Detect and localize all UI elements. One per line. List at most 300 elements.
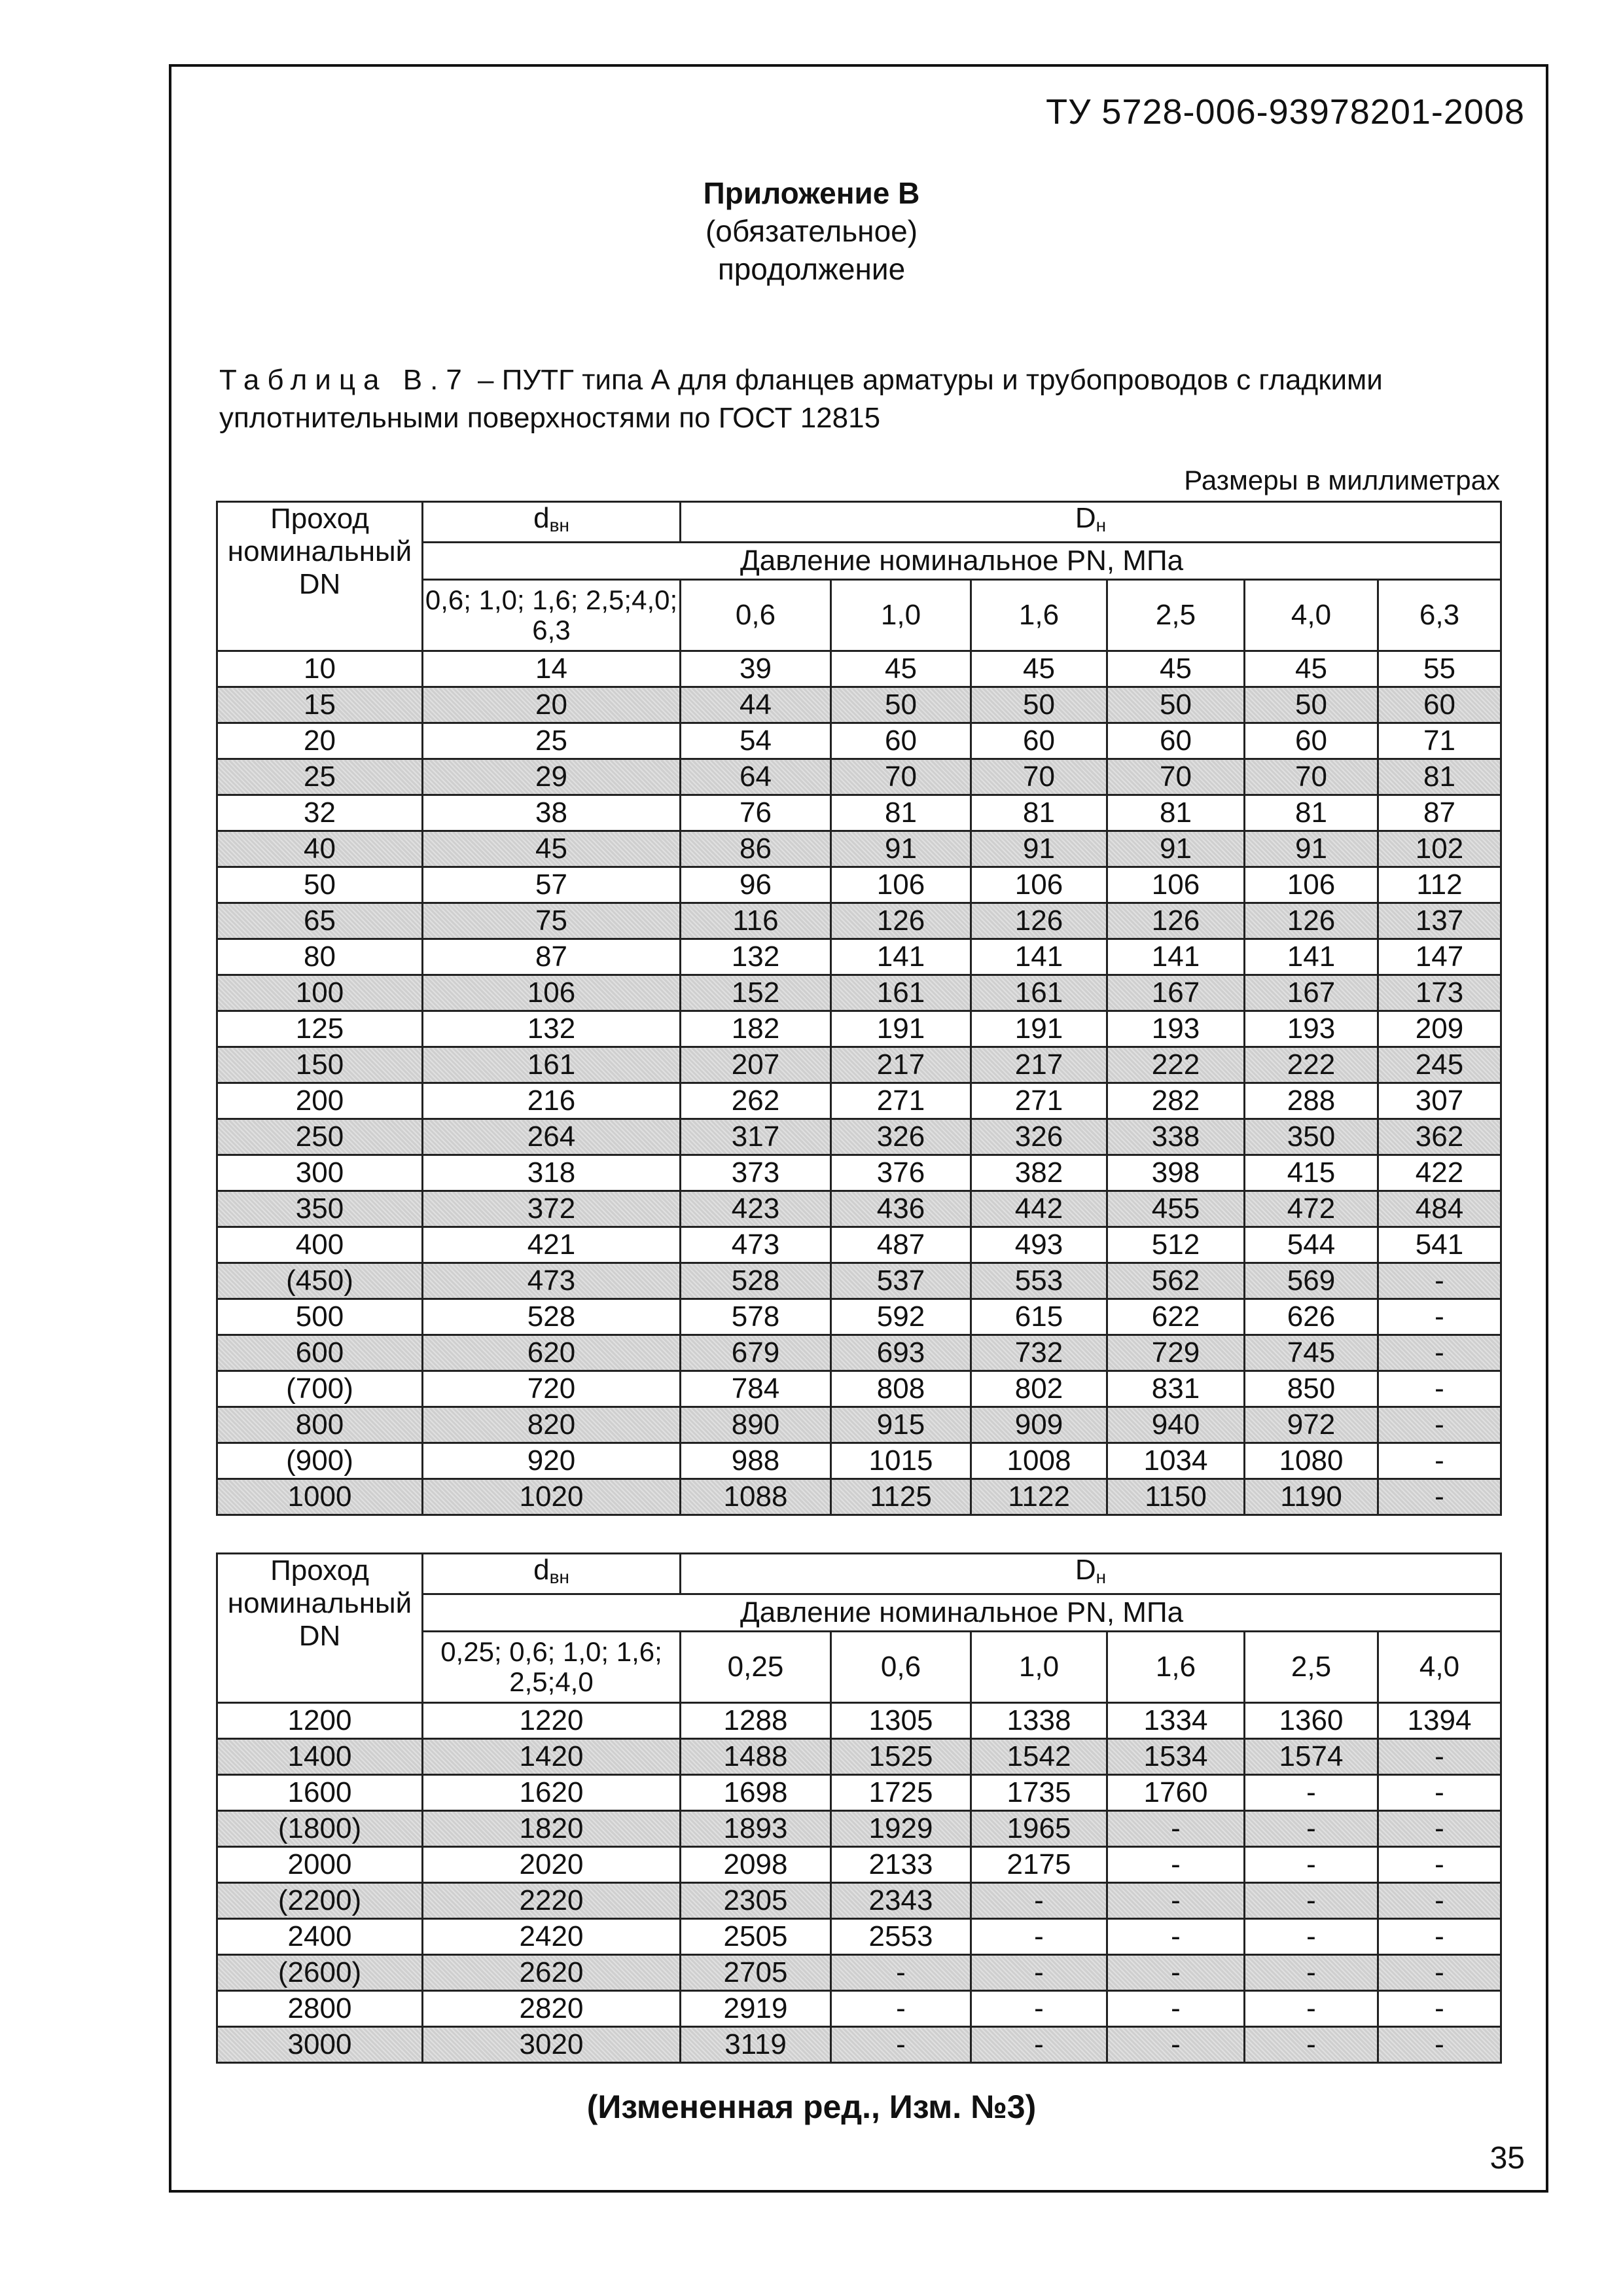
table-cell: 91 xyxy=(1107,831,1245,867)
table-cell: 60 xyxy=(1245,723,1378,759)
table-cell: 271 xyxy=(831,1083,971,1119)
header-inner-diameter-symbol: d xyxy=(533,502,550,534)
header-pressure: 1,0 xyxy=(971,1632,1107,1703)
table-cell: 141 xyxy=(1245,939,1378,975)
table-cell: - xyxy=(1245,1919,1378,1955)
header-outer-diameter-symbol: D xyxy=(1075,1554,1096,1586)
units-note: Размеры в миллиметрах xyxy=(1184,465,1500,495)
header-pressure: 1,6 xyxy=(1107,1632,1245,1703)
appendix-subtitle: (обязательное) xyxy=(705,214,918,248)
table-row xyxy=(217,1883,1501,1919)
table-cell: 1735 xyxy=(971,1775,1107,1811)
table-cell: - xyxy=(1378,1479,1501,1515)
table-cell: 3119 xyxy=(681,2027,831,2063)
header-outer-diameter-sub: н xyxy=(1096,515,1107,535)
table-cell: 209 xyxy=(1378,1011,1501,1047)
table-cell: 592 xyxy=(831,1299,971,1335)
table-row xyxy=(217,1847,1501,1883)
table-cell: 106 xyxy=(1107,867,1245,903)
table-cell: 167 xyxy=(1245,975,1378,1011)
table-cell: 831 xyxy=(1107,1371,1245,1407)
table-cell: 528 xyxy=(423,1299,681,1335)
table-cell: 802 xyxy=(971,1371,1107,1407)
header-outer-diameter-symbol: D xyxy=(1075,502,1096,534)
table-cell: - xyxy=(831,2027,971,2063)
header-pressure: 2,5 xyxy=(1107,580,1245,651)
table-cell: 2220 xyxy=(423,1883,681,1919)
table-cell: 1965 xyxy=(971,1811,1107,1847)
table-cell: - xyxy=(1378,1739,1501,1775)
table-cell: 732 xyxy=(971,1335,1107,1371)
table-cell: - xyxy=(831,1955,971,1991)
appendix-continuation: продолжение xyxy=(717,252,906,286)
table-cell: 2098 xyxy=(681,1847,831,1883)
header-inner-diameter xyxy=(423,502,681,543)
table-cell: 200 xyxy=(217,1083,423,1119)
table-cell: 38 xyxy=(423,795,681,831)
table-cell: 1620 xyxy=(423,1775,681,1811)
table-cell: 500 xyxy=(217,1299,423,1335)
table-cell: 473 xyxy=(681,1227,831,1263)
table-row xyxy=(217,1083,1501,1119)
table-cell: 487 xyxy=(831,1227,971,1263)
header-pressure: 1,6 xyxy=(971,580,1107,651)
table-row xyxy=(217,1371,1501,1407)
table-cell: 20 xyxy=(423,687,681,723)
table-cell: 493 xyxy=(971,1227,1107,1263)
table-cell: 50 xyxy=(217,867,423,903)
table-caption-text: – ПУТГ типа А для фланцев арматуры и трубопроводов с гладкими уплотнительными поверхностями по ГОСТ 12815 xyxy=(219,364,1383,434)
table-row xyxy=(217,1155,1501,1191)
header-pressure: 6,3 xyxy=(1378,580,1501,651)
table-cell: 1400 xyxy=(217,1739,423,1775)
table-row xyxy=(217,1775,1501,1811)
table-row xyxy=(217,2027,1501,2063)
amendment-note: (Измененная ред., Изм. №3) xyxy=(586,2089,1037,2125)
table-cell: 100 xyxy=(217,975,423,1011)
table-cell: 972 xyxy=(1245,1407,1378,1443)
table-cell: 350 xyxy=(217,1191,423,1227)
table-cell: 14 xyxy=(423,651,681,687)
table-cell: 578 xyxy=(681,1299,831,1335)
table-cell: 326 xyxy=(971,1119,1107,1155)
table-cell: 126 xyxy=(1107,903,1245,939)
table-cell: 173 xyxy=(1378,975,1501,1011)
table-cell: - xyxy=(1107,1919,1245,1955)
table-cell: 820 xyxy=(423,1407,681,1443)
table-row xyxy=(217,1011,1501,1047)
table-cell: - xyxy=(1378,1443,1501,1479)
table-cell: 940 xyxy=(1107,1407,1245,1443)
table-cell: 10 xyxy=(217,651,423,687)
table-cell: 191 xyxy=(831,1011,971,1047)
table-cell: 350 xyxy=(1245,1119,1378,1155)
table-cell: 382 xyxy=(971,1155,1107,1191)
table-row xyxy=(217,1919,1501,1955)
table-cell: - xyxy=(1378,2027,1501,2063)
header-pressure-label: Давление номинальное PN, МПа xyxy=(423,543,1501,580)
table-cell: 562 xyxy=(1107,1263,1245,1299)
table-cell: - xyxy=(1245,1991,1378,2027)
table-caption xyxy=(219,361,1502,437)
table-cell: 87 xyxy=(1378,795,1501,831)
table-cell: 1000 xyxy=(217,1479,423,1515)
table-cell: 890 xyxy=(681,1407,831,1443)
table-cell: 20 xyxy=(217,723,423,759)
table-row xyxy=(217,1443,1501,1479)
header-pressure: 1,0 xyxy=(831,580,971,651)
table-cell: 65 xyxy=(217,903,423,939)
table-cell: 622 xyxy=(1107,1299,1245,1335)
appendix-title: Приложение В xyxy=(703,176,920,210)
table-cell: 70 xyxy=(1245,759,1378,795)
table-cell: 207 xyxy=(681,1047,831,1083)
table-cell: 102 xyxy=(1378,831,1501,867)
table-cell: 307 xyxy=(1378,1083,1501,1119)
table-cell: 2343 xyxy=(831,1883,971,1919)
table-cell: 2020 xyxy=(423,1847,681,1883)
table-cell: 920 xyxy=(423,1443,681,1479)
header-outer-diameter xyxy=(681,1554,1501,1594)
table-row xyxy=(217,1227,1501,1263)
table-cell: 217 xyxy=(831,1047,971,1083)
table-cell: 362 xyxy=(1378,1119,1501,1155)
table-cell: 537 xyxy=(831,1263,971,1299)
table-cell: 1760 xyxy=(1107,1775,1245,1811)
table-cell: 1190 xyxy=(1245,1479,1378,1515)
table-cell: 60 xyxy=(971,723,1107,759)
header-nominal-passage: Проход номинальный DN xyxy=(217,502,423,651)
table-cell: 45 xyxy=(1107,651,1245,687)
table-cell: 626 xyxy=(1245,1299,1378,1335)
table-cell: 784 xyxy=(681,1371,831,1407)
table-cell: - xyxy=(971,1991,1107,2027)
header-pressure: 4,0 xyxy=(1378,1632,1501,1703)
table-row xyxy=(217,1335,1501,1371)
table-cell: 2305 xyxy=(681,1883,831,1919)
table-cell: 167 xyxy=(1107,975,1245,1011)
table-cell: - xyxy=(1378,1775,1501,1811)
table-cell: 850 xyxy=(1245,1371,1378,1407)
table-cell: 264 xyxy=(423,1119,681,1155)
table-cell: 45 xyxy=(971,651,1107,687)
table-cell: 262 xyxy=(681,1083,831,1119)
table-cell: 620 xyxy=(423,1335,681,1371)
table-cell: 1360 xyxy=(1245,1703,1378,1739)
table-cell: 1088 xyxy=(681,1479,831,1515)
table-2-body xyxy=(217,1703,1501,2063)
table-row xyxy=(217,687,1501,723)
table-cell: 106 xyxy=(971,867,1107,903)
table-cell: 161 xyxy=(831,975,971,1011)
table-cell: 81 xyxy=(1245,795,1378,831)
table-row xyxy=(217,795,1501,831)
table-cell: (450) xyxy=(217,1263,423,1299)
table-cell: 71 xyxy=(1378,723,1501,759)
table-cell: - xyxy=(971,1883,1107,1919)
table-cell: 472 xyxy=(1245,1191,1378,1227)
table-cell: 15 xyxy=(217,687,423,723)
table-cell: - xyxy=(1378,1299,1501,1335)
table-cell: 317 xyxy=(681,1119,831,1155)
table-cell: 693 xyxy=(831,1335,971,1371)
dimensions-table-2 xyxy=(216,1552,1502,2064)
table-cell: 50 xyxy=(1107,687,1245,723)
table-cell: 484 xyxy=(1378,1191,1501,1227)
table-cell: - xyxy=(1107,2027,1245,2063)
table-cell: 569 xyxy=(1245,1263,1378,1299)
table-cell: 106 xyxy=(831,867,971,903)
table-cell: 3000 xyxy=(217,2027,423,2063)
table-cell: 1200 xyxy=(217,1703,423,1739)
table-cell: - xyxy=(971,2027,1107,2063)
table-cell: 1725 xyxy=(831,1775,971,1811)
table-cell: - xyxy=(971,1919,1107,1955)
table-cell: 50 xyxy=(971,687,1107,723)
table-cell: 152 xyxy=(681,975,831,1011)
table-cell: 915 xyxy=(831,1407,971,1443)
table-cell: 1288 xyxy=(681,1703,831,1739)
table-cell: 2175 xyxy=(971,1847,1107,1883)
table-row xyxy=(217,867,1501,903)
table-cell: 217 xyxy=(971,1047,1107,1083)
table-cell: - xyxy=(1245,1811,1378,1847)
table-cell: 271 xyxy=(971,1083,1107,1119)
table-cell: 553 xyxy=(971,1263,1107,1299)
table-cell: 80 xyxy=(217,939,423,975)
table-cell: 512 xyxy=(1107,1227,1245,1263)
table-cell: - xyxy=(1378,1371,1501,1407)
table-cell: 193 xyxy=(1107,1011,1245,1047)
table-cell: 193 xyxy=(1245,1011,1378,1047)
table-cell: 1305 xyxy=(831,1703,971,1739)
table-row xyxy=(217,1991,1501,2027)
table-cell: - xyxy=(1245,1883,1378,1919)
table-cell: 679 xyxy=(681,1335,831,1371)
table-row xyxy=(217,1047,1501,1083)
table-cell: 50 xyxy=(1245,687,1378,723)
table-cell: 1698 xyxy=(681,1775,831,1811)
table-cell: 1008 xyxy=(971,1443,1107,1479)
table-cell: 1125 xyxy=(831,1479,971,1515)
table-cell: 720 xyxy=(423,1371,681,1407)
table-cell: 141 xyxy=(971,939,1107,975)
table-cell: 91 xyxy=(831,831,971,867)
table-cell: 442 xyxy=(971,1191,1107,1227)
table-row xyxy=(217,723,1501,759)
table-cell: 1600 xyxy=(217,1775,423,1811)
table-cell: 50 xyxy=(831,687,971,723)
table-cell: 800 xyxy=(217,1407,423,1443)
table-cell: 25 xyxy=(423,723,681,759)
table-cell: 729 xyxy=(1107,1335,1245,1371)
table-row xyxy=(217,1119,1501,1155)
table-cell: 222 xyxy=(1107,1047,1245,1083)
table-cell: 125 xyxy=(217,1011,423,1047)
table-cell: 376 xyxy=(831,1155,971,1191)
table-cell: 544 xyxy=(1245,1227,1378,1263)
table-row xyxy=(217,651,1501,687)
header-pressure: 0,25 xyxy=(681,1632,831,1703)
table-cell: - xyxy=(1245,1775,1378,1811)
table-cell: 372 xyxy=(423,1191,681,1227)
table-cell: 54 xyxy=(681,723,831,759)
table-cell: 2133 xyxy=(831,1847,971,1883)
header-inner-diameter xyxy=(423,1554,681,1594)
table-cell: - xyxy=(1378,1991,1501,2027)
table-row xyxy=(217,1479,1501,1515)
table-cell: - xyxy=(1378,1919,1501,1955)
table-cell: - xyxy=(1107,1955,1245,1991)
table-cell: 1574 xyxy=(1245,1739,1378,1775)
table-cell: 1334 xyxy=(1107,1703,1245,1739)
table-cell: 1080 xyxy=(1245,1443,1378,1479)
table-cell: 81 xyxy=(831,795,971,831)
table-row xyxy=(217,1811,1501,1847)
table-cell: - xyxy=(1107,1847,1245,1883)
table-1-body xyxy=(217,651,1501,1515)
page-number: 35 xyxy=(1489,2141,1525,2176)
header-inner-diameter-pressures: 0,6; 1,0; 1,6; 2,5;4,0; 6,3 xyxy=(423,580,681,651)
table-cell: 1893 xyxy=(681,1811,831,1847)
header-inner-diameter-sub: вн xyxy=(549,515,569,535)
table-cell: 2705 xyxy=(681,1955,831,1991)
table-cell: 60 xyxy=(1378,687,1501,723)
table-row xyxy=(217,903,1501,939)
table-cell: - xyxy=(1378,1847,1501,1883)
table-cell: 300 xyxy=(217,1155,423,1191)
table-cell: 91 xyxy=(1245,831,1378,867)
table-cell: 70 xyxy=(971,759,1107,795)
table-cell: 541 xyxy=(1378,1227,1501,1263)
table-cell: 32 xyxy=(217,795,423,831)
table-cell: 1034 xyxy=(1107,1443,1245,1479)
header-pressure-label: Давление номинальное PN, МПа xyxy=(423,1594,1501,1632)
table-cell: 126 xyxy=(831,903,971,939)
table-cell: 182 xyxy=(681,1011,831,1047)
header-pressure: 2,5 xyxy=(1245,1632,1378,1703)
table-cell: 150 xyxy=(217,1047,423,1083)
table-cell: 1820 xyxy=(423,1811,681,1847)
table-cell: 415 xyxy=(1245,1155,1378,1191)
table-cell: 191 xyxy=(971,1011,1107,1047)
table-cell: 250 xyxy=(217,1119,423,1155)
table-cell: 216 xyxy=(423,1083,681,1119)
table-row xyxy=(217,1407,1501,1443)
table-row xyxy=(217,1703,1501,1739)
table-row xyxy=(217,939,1501,975)
table-cell: 106 xyxy=(423,975,681,1011)
table-cell: 2400 xyxy=(217,1919,423,1955)
table-row xyxy=(217,1955,1501,1991)
table-cell: 60 xyxy=(831,723,971,759)
table-cell: 1122 xyxy=(971,1479,1107,1515)
table-cell: - xyxy=(1107,1991,1245,2027)
table-row xyxy=(217,975,1501,1011)
table-cell: 400 xyxy=(217,1227,423,1263)
table-cell: 1394 xyxy=(1378,1703,1501,1739)
table-cell: 398 xyxy=(1107,1155,1245,1191)
table-cell: 132 xyxy=(681,939,831,975)
table-cell: 137 xyxy=(1378,903,1501,939)
table-cell: 3020 xyxy=(423,2027,681,2063)
table-cell: 141 xyxy=(831,939,971,975)
table-cell: 288 xyxy=(1245,1083,1378,1119)
table-cell: 326 xyxy=(831,1119,971,1155)
table-cell: 455 xyxy=(1107,1191,1245,1227)
table-cell: 132 xyxy=(423,1011,681,1047)
table-cell: 55 xyxy=(1378,651,1501,687)
table-row xyxy=(217,1739,1501,1775)
table-cell: 112 xyxy=(1378,867,1501,903)
table-cell: 57 xyxy=(423,867,681,903)
table-cell: 2420 xyxy=(423,1919,681,1955)
table-cell: 76 xyxy=(681,795,831,831)
table-cell: 436 xyxy=(831,1191,971,1227)
dimensions-table-1 xyxy=(216,501,1502,1516)
table-cell: 141 xyxy=(1107,939,1245,975)
table-cell: (2200) xyxy=(217,1883,423,1919)
table-cell: 45 xyxy=(1245,651,1378,687)
table-cell: 70 xyxy=(1107,759,1245,795)
table-cell: 1542 xyxy=(971,1739,1107,1775)
table-cell: 126 xyxy=(1245,903,1378,939)
table-cell: 161 xyxy=(423,1047,681,1083)
table-cell: 45 xyxy=(831,651,971,687)
table-cell: 81 xyxy=(1107,795,1245,831)
table-cell: 423 xyxy=(681,1191,831,1227)
table-cell: - xyxy=(1378,1263,1501,1299)
table-cell: 44 xyxy=(681,687,831,723)
table-cell: 40 xyxy=(217,831,423,867)
table-cell: - xyxy=(1378,1335,1501,1371)
table-cell: 1220 xyxy=(423,1703,681,1739)
table-cell: 45 xyxy=(423,831,681,867)
table-cell: 60 xyxy=(1107,723,1245,759)
table-cell: 2800 xyxy=(217,1991,423,2027)
table-cell: 338 xyxy=(1107,1119,1245,1155)
table-cell: (2600) xyxy=(217,1955,423,1991)
header-nominal-passage: Проход номинальный DN xyxy=(217,1554,423,1703)
table-cell: 1338 xyxy=(971,1703,1107,1739)
table-cell: 29 xyxy=(423,759,681,795)
table-cell: 75 xyxy=(423,903,681,939)
document-code: ТУ 5728-006-93978201-2008 xyxy=(1046,92,1525,132)
table-cell: 222 xyxy=(1245,1047,1378,1083)
table-cell: 808 xyxy=(831,1371,971,1407)
table-cell: (700) xyxy=(217,1371,423,1407)
table-cell: 1488 xyxy=(681,1739,831,1775)
table-cell: - xyxy=(1378,1407,1501,1443)
header-inner-diameter-sub: вн xyxy=(549,1567,569,1587)
table-row xyxy=(217,759,1501,795)
table-cell: 2000 xyxy=(217,1847,423,1883)
table-cell: 2505 xyxy=(681,1919,831,1955)
header-pressure: 0,6 xyxy=(681,580,831,651)
table-cell: - xyxy=(1378,1811,1501,1847)
table-cell: 39 xyxy=(681,651,831,687)
table-row xyxy=(217,1263,1501,1299)
table-cell: (1800) xyxy=(217,1811,423,1847)
table-cell: 86 xyxy=(681,831,831,867)
table-cell: 161 xyxy=(971,975,1107,1011)
table-cell: - xyxy=(1245,2027,1378,2063)
table-cell: 2820 xyxy=(423,1991,681,2027)
table-cell: - xyxy=(1107,1883,1245,1919)
table-row xyxy=(217,1191,1501,1227)
table-cell: 126 xyxy=(971,903,1107,939)
table-cell: 373 xyxy=(681,1155,831,1191)
